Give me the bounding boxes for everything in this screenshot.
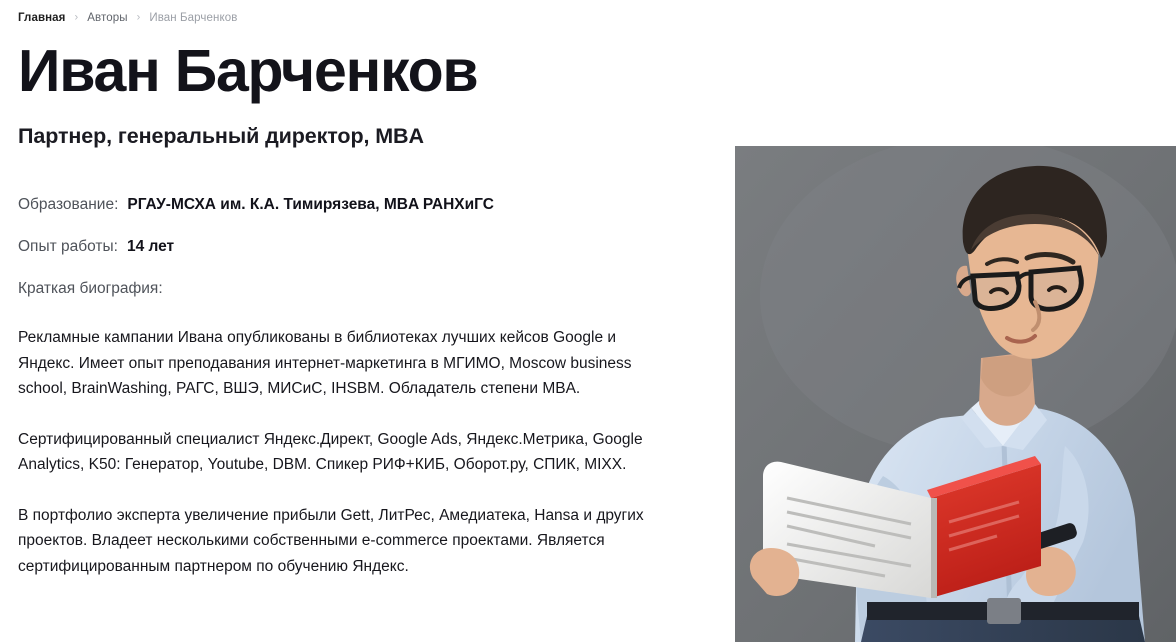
breadcrumb-item-home[interactable]: Главная	[18, 12, 66, 24]
fact-experience-label: Опыт работы:	[18, 238, 118, 255]
author-photo	[735, 146, 1176, 642]
bio-paragraph: В портфолио эксперта увеличение прибыли Gett, ЛитРес, Амедиатека, Hansa и других проектов. Владеет несколькими собственными e-commerce проектами. Является сертифицированным партнером по обучению Яндекс.	[18, 506, 644, 575]
chevron-right-icon: ›	[74, 11, 79, 24]
profile-content	[18, 38, 690, 579]
fact-experience-value: 14 лет	[126, 238, 175, 255]
breadcrumb	[0, 0, 1176, 25]
profile-subtitle: Партнер, генеральный директор, MBA	[18, 124, 424, 148]
fact-experience	[18, 237, 690, 257]
profile-bio	[18, 279, 690, 579]
bio-paragraph: Сертифицированный специалист Яндекс.Директ, Google Ads, Яндекс.Метрика, Google Analytics, K50: Генератор, Youtube, DBM. Спикер РИФ+КИБ, Оборот.ру, СПИК, MIXX.	[18, 430, 643, 473]
breadcrumb-item-current: Иван Барченков	[149, 12, 238, 24]
profile-facts	[18, 195, 690, 257]
page-title: Иван Барченков	[18, 38, 478, 104]
chevron-right-icon: ›	[136, 11, 141, 24]
fact-education-value: РГАУ-МСХА им. К.А. Тимирязева, MBA РАНХиГС	[127, 196, 494, 213]
fact-education-label: Образование:	[18, 196, 119, 213]
bio-paragraph: Рекламные кампании Ивана опубликованы в библиотеках лучших кейсов Google и Яндекс. Имеет опыт преподавания интернет-маркетинга в МГИМО, Moscow business school, BrainWashing, РАГС, ВШЭ, МИСиС, IHSBM. Обладатель степени MBA.	[18, 329, 632, 397]
bio-heading: Краткая биография:	[18, 280, 163, 297]
breadcrumb-item-authors[interactable]: Авторы	[87, 12, 128, 24]
fact-education	[18, 195, 690, 215]
